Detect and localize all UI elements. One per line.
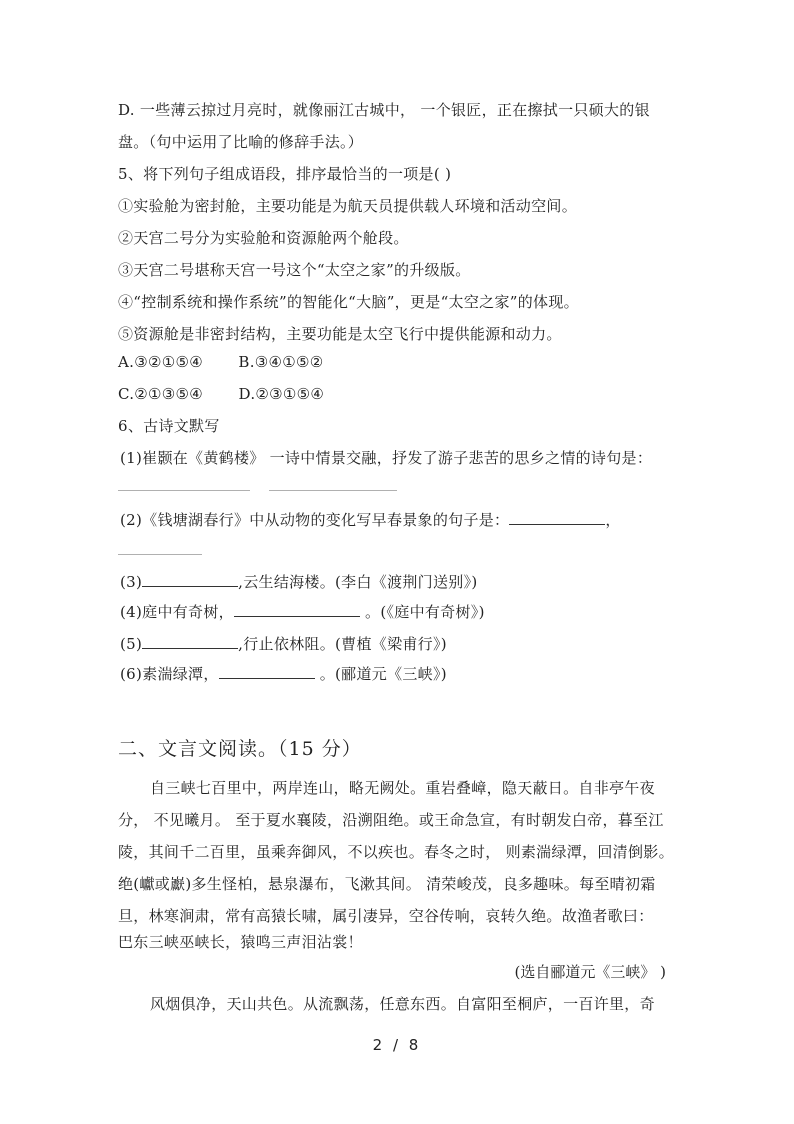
q6-3	[120, 572, 478, 592]
q6-3-num: (3)	[120, 573, 143, 591]
q6-4-text: (4)庭中有奇树，	[120, 603, 234, 621]
q6-5	[120, 634, 447, 654]
sentence-1: ①实验舱为密封舱，主要功能是为航天员提供载人环境和活动空间。	[118, 197, 578, 215]
q6-4-source: 。(《庭中有奇树》)	[359, 603, 485, 621]
q6-6	[120, 664, 447, 684]
q6-2-answer-blank-row	[118, 540, 202, 560]
passage-line: 陵，其间千二百里，虽乘奔御风，不以疾也。春冬之时， 则素湍绿潭，回清倒影。	[118, 843, 674, 861]
q6-4	[120, 602, 485, 622]
options-ab: A.③②①⑤④ B.③④①⑤②	[118, 353, 324, 371]
answer-blank[interactable]	[118, 540, 202, 555]
q6-5-num: (5)	[120, 635, 143, 653]
question-6-stem: 6、古诗文默写	[118, 417, 220, 435]
option-d-line2: 盘。（句中运用了比喻的修辞手法。）	[118, 133, 364, 151]
q6-5-text: ,行止依林阻。(曹植《梁甫行》)	[238, 635, 447, 653]
options-cd: C.②①③⑤④ D.②③①⑤④	[118, 385, 325, 403]
q6-2-prompt	[120, 510, 621, 530]
section-heading: 二、文言文阅读。（15 分）	[118, 738, 362, 760]
option-d-line1: D. 一些薄云掠过月亮时，就像丽江古城中， 一个银匠，正在擦拭一只硕大的银	[118, 101, 650, 119]
answer-blank[interactable]	[234, 602, 360, 617]
q6-6-text: (6)素湍绿潭，	[120, 665, 219, 683]
passage2-line: 风烟俱净，天山共色。从流飘荡，任意东西。自富阳至桐庐，一百许里，奇	[150, 995, 655, 1013]
passage-source: (选自郦道元《三峡》 )	[514, 963, 666, 981]
answer-blank[interactable]	[142, 634, 238, 649]
q6-1-answer-blanks	[118, 476, 397, 496]
passage-line: 绝(巘或巚)多生怪柏，悬泉瀑布，飞漱其间。 清荣峻茂，良多趣味。每至晴初霜	[118, 875, 656, 893]
passage-line: 自三峡七百里中，两岸连山，略无阙处。重岩叠嶂，隐天蔽日。自非亭午夜	[150, 779, 655, 797]
sentence-4: ④“控制系统和操作系统”的智能化“大脑”，更是“太空之家”的体现。	[118, 293, 579, 311]
q6-1-prompt: (1)崔颢在《黄鹤楼》 一诗中情景交融，抒发了游子悲苦的思乡之情的诗句是：	[120, 449, 653, 467]
sentence-2: ②天宫二号分为实验舱和资源舱两个舱段。	[118, 229, 409, 247]
q6-2-comma: ，	[605, 511, 621, 529]
passage-line: 分， 不见曦月。 至于夏水襄陵，沿溯阻绝。或王命急宣，有时朝发白帝，暮至江	[118, 811, 664, 829]
page-number: 2 / 8	[372, 1036, 422, 1054]
q6-2-text: (2)《钱塘湖春行》中从动物的变化写早春景象的句子是：	[120, 511, 510, 529]
sentence-3: ③天宫二号堪称天宫一号这个“太空之家”的升级版。	[118, 261, 471, 279]
answer-blank[interactable]	[219, 664, 315, 679]
answer-blank[interactable]	[509, 510, 605, 525]
passage-line: 旦，林寒涧肃，常有高猿长啸，属引凄异，空谷传响，哀转久绝。故渔者歌曰：	[118, 907, 654, 925]
answer-blank[interactable]	[269, 476, 397, 491]
question-5-stem: 5、将下列句子组成语段，排序最恰当的一项是( )	[118, 165, 452, 183]
answer-blank[interactable]	[118, 476, 250, 491]
sentence-5: ⑤资源舱是非密封结构，主要功能是太空飞行中提供能源和动力。	[118, 325, 562, 343]
answer-blank[interactable]	[142, 572, 238, 587]
q6-3-text: ,云生结海楼。(李白《渡荆门送别》)	[238, 573, 478, 591]
q6-6-source: 。(郦道元《三峡》)	[314, 665, 447, 683]
passage-line: 巴东三峡巫峡长，猿鸣三声泪沾裳！	[118, 933, 363, 951]
